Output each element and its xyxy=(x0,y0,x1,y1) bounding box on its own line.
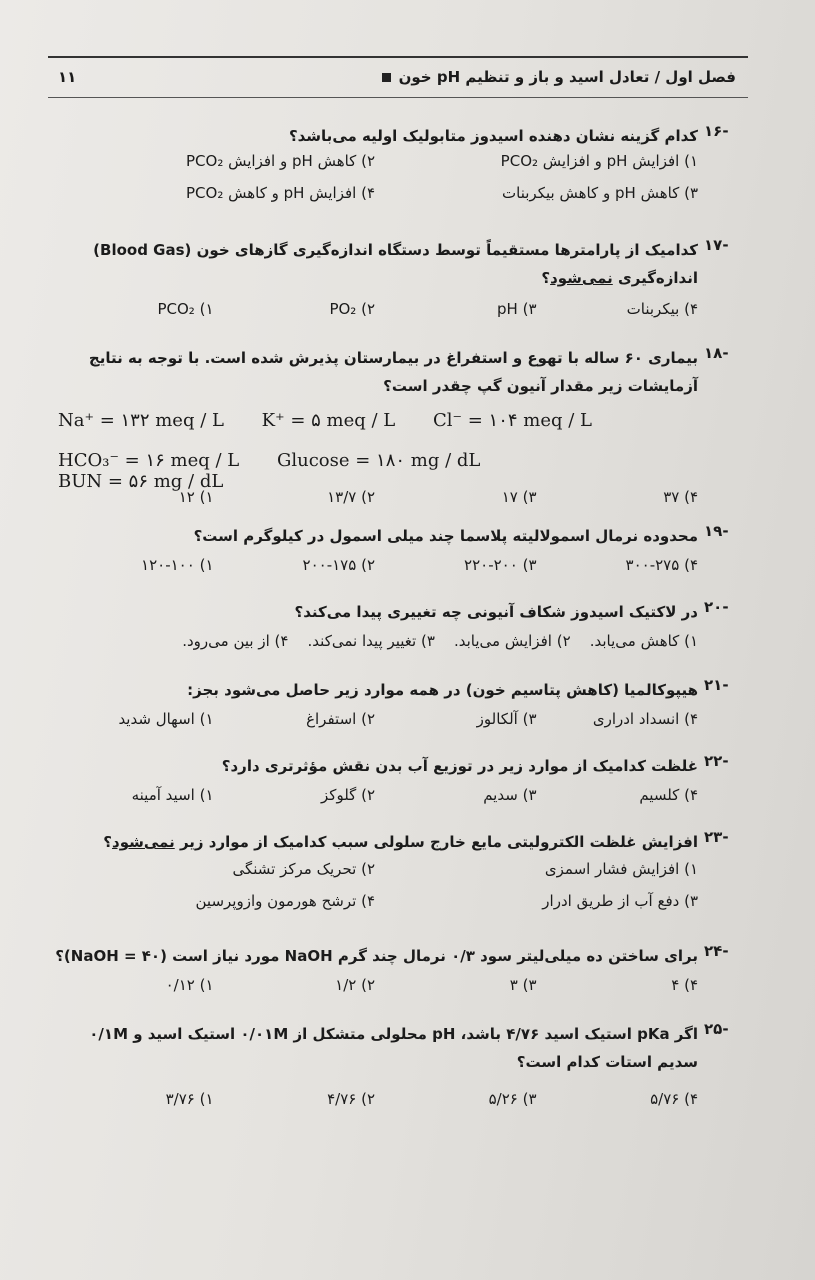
chapter-title: فصل اول / تعادل اسید و باز و تنظیم pH خون xyxy=(374,68,736,86)
question-number: -۲۴ xyxy=(704,942,729,960)
square-bullet-icon xyxy=(382,73,391,82)
option-3: ۳) آلکالوز xyxy=(476,710,537,728)
page-number: ۱۱ xyxy=(58,68,77,86)
option-4: ۴) افزایش pH و کاهش PCO₂ xyxy=(186,184,375,202)
question-24 xyxy=(52,942,752,994)
question-23 xyxy=(52,828,752,910)
underlined-negation: نمی‌شود xyxy=(112,833,175,851)
lab-value: K⁺ = ۵ meq / L xyxy=(261,410,396,431)
lab-results-row-1 xyxy=(58,410,698,431)
option-4: ۴) کلسیم xyxy=(639,786,698,804)
option-2: ۲) کاهش pH و افزایش PCO₂ xyxy=(186,152,375,170)
option-1: ۱) افزایش pH و افزایش PCO₂ xyxy=(500,152,698,170)
option-3: ۳) سدیم xyxy=(483,786,537,804)
question-18 xyxy=(52,344,752,400)
header-bottom-rule xyxy=(48,97,748,98)
option-3: ۳) pH xyxy=(497,300,537,318)
question-text: کدام گزینه نشان دهنده اسیدوز متابولیک اولیه می‌باشد؟ xyxy=(288,127,698,145)
option-3: ۳) ۳ xyxy=(509,976,537,994)
option-2: ۲) ۱۳/۷ xyxy=(327,488,375,506)
option-2: ۲) ۴/۷۶ xyxy=(327,1090,375,1108)
option-1: ۱) ۱۲ xyxy=(178,488,214,506)
question-number: -۱۸ xyxy=(704,344,729,362)
option-1: ۱) ۱۲۰-۱۰۰ xyxy=(141,556,214,574)
option-2: ۲) ۱/۲ xyxy=(335,976,375,994)
question-16 xyxy=(52,122,752,202)
option-4: ۴) ۳۰۰-۲۷۵ xyxy=(625,556,698,574)
question-text: افزایش غلظت الکترولیتی مایع خارج سلولی سبب کدامیک از موارد زیر نمی‌شود؟ xyxy=(103,833,698,851)
option-1: ۱) اسید آمینه xyxy=(131,786,214,804)
lab-value: HCO₃⁻ = ۱۶ meq / L xyxy=(58,450,240,471)
option-4: ۴) ترشح هورمون وازوپرسین xyxy=(195,892,375,910)
question-text: برای ساختن ده میلی‌لیتر سود ۰/۳ نرمال چند گرم NaOH مورد نیاز است (NaOH = ۴۰)؟ xyxy=(55,947,698,965)
question-25 xyxy=(52,1020,752,1108)
option-4: ۴) ۵/۷۶ xyxy=(650,1090,698,1108)
option-2: ۲) PO₂ xyxy=(329,300,375,318)
question-21 xyxy=(52,676,752,728)
page-header xyxy=(48,56,748,100)
question-text: بیماری ۶۰ ساله با تهوع و استفراغ در بیمارستان پذیرش شده است. با توجه به نتایج آزمایشات زیر مقدار آنیون گپ چقدر است؟ xyxy=(88,349,698,395)
question-19 xyxy=(52,522,752,574)
option-3: ۳) ۲۲۰-۲۰۰ xyxy=(464,556,537,574)
question-text: کدامیک از پارامترها مستقیماً توسط دستگاه اندازه‌گیری گازهای خون (Blood Gas) اندازه‌گیری نمی‌شود؟ xyxy=(93,241,698,287)
question-text: اگر pKa استیک اسید ۴/۷۶ باشد، pH محلولی متشکل از ۰/۰۱M استیک اسید و ۰/۱M سدیم استات کدام است؟ xyxy=(89,1025,698,1071)
question-number: -۱۹ xyxy=(704,522,729,540)
options-line: ۱) کاهش می‌یابد. ۲) افزایش می‌یابد. ۳) تغییر پیدا نمی‌کند. ۴) از بین می‌رود. xyxy=(182,632,698,650)
option-4: ۴) ۴ xyxy=(671,976,698,994)
option-4: ۴) ۳۷ xyxy=(663,488,698,506)
question-number: -۱۶ xyxy=(704,122,729,140)
question-text: در لاکتیک اسیدوز شکاف آنیونی چه تغییری پیدا می‌کند؟ xyxy=(294,603,698,621)
option-2: ۲) تحریک مرکز تشنگی xyxy=(232,860,375,878)
lab-value: BUN = ۵۶ mg / dL xyxy=(58,471,224,492)
question-number: -۲۳ xyxy=(704,828,729,846)
option-3: ۳) ۱۷ xyxy=(501,488,537,506)
underlined-negation: نمی‌شود xyxy=(550,269,613,287)
question-17 xyxy=(52,236,752,318)
question-20 xyxy=(52,598,752,650)
option-3: ۳) ۵/۲۶ xyxy=(488,1090,537,1108)
question-number: -۲۱ xyxy=(704,676,729,694)
lab-value: Cl⁻ = ۱۰۴ meq / L xyxy=(432,410,592,431)
question-number: -۲۰ xyxy=(704,598,729,616)
option-1: ۱) PCO₂ xyxy=(157,300,214,318)
header-top-rule xyxy=(48,56,748,58)
question-number: -۲۲ xyxy=(704,752,729,770)
option-1: ۱) ۳/۷۶ xyxy=(165,1090,214,1108)
option-1: ۱) افزایش فشار اسمزی xyxy=(544,860,698,878)
question-22 xyxy=(52,752,752,804)
question-text: محدوده نرمال اسمولالیته پلاسما چند میلی اسمول در کیلوگرم است؟ xyxy=(193,527,698,545)
option-2: ۲) استفراغ xyxy=(306,710,375,728)
lab-value: Na⁺ = ۱۳۲ meq / L xyxy=(58,410,224,431)
option-4: ۴) بیکربنات xyxy=(626,300,698,318)
lab-value: Glucose = ۱۸۰ mg / dL xyxy=(276,450,481,471)
question-number: -۲۵ xyxy=(704,1020,729,1038)
option-4: ۴) انسداد ادراری xyxy=(592,710,698,728)
question-number: -۱۷ xyxy=(704,236,729,254)
question-text: هیپوکالمیا (کاهش پتاسیم خون) در همه موارد زیر حاصل می‌شود بجز: xyxy=(187,681,698,699)
option-3: ۳) کاهش pH و کاهش بیکربنات xyxy=(502,184,698,202)
question-18-options xyxy=(52,482,752,506)
option-2: ۲) گلوکز xyxy=(321,786,375,804)
option-1: ۱) اسهال شدید xyxy=(118,710,214,728)
option-3: ۳) دفع آب از طریق ادرار xyxy=(542,892,698,910)
question-text: غلظت کدامیک از موارد زیر در توزیع آب بدن نقش مؤثرتری دارد؟ xyxy=(221,757,698,775)
option-2: ۲) ۲۰۰-۱۷۵ xyxy=(302,556,375,574)
option-1: ۱) ۰/۱۲ xyxy=(165,976,214,994)
